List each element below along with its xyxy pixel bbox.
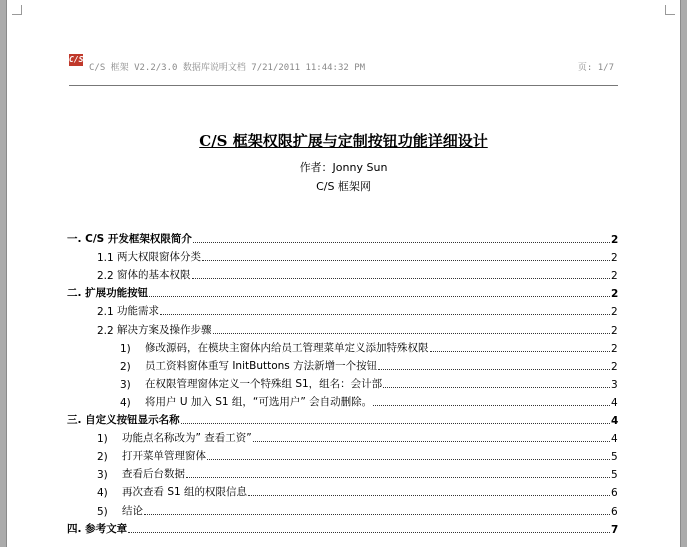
document-title: C/S 框架权限扩展与定制按钮功能详细设计 [199,132,488,150]
toc-dot-leader [213,333,611,334]
toc-entry-page: 2 [611,288,619,301]
toc-entry-page: 4 [611,433,618,446]
toc-entry[interactable] [67,463,617,481]
toc-entry-text: 结论 [122,504,143,517]
toc-dot-leader [373,405,610,406]
header-page-number: 页: 1/7 [577,63,614,73]
toc-entry-page: 2 [611,270,618,283]
toc-dot-leader [383,387,610,388]
toc-entry[interactable] [67,373,617,391]
toc-dot-leader [181,423,610,424]
toc-entry-text: 两大权限窗体分类 [117,251,201,264]
toc-entry-page: 6 [611,487,618,500]
toc-entry-number: 2) [120,360,131,373]
toc-entry-number: 1) [97,433,108,446]
toc-dot-leader [248,495,610,496]
page-corner-mark [665,5,675,15]
toc-entry-page: 2 [611,324,618,337]
toc-entry-text: 打开菜单管理窗体 [122,450,206,463]
toc-entry-number: 2.2 [97,270,114,283]
toc-entry-number: 4) [120,396,131,409]
toc-entry-text: 窗体的基本权限 [117,269,191,282]
toc-entry[interactable] [67,445,617,463]
toc-entry[interactable] [67,481,617,499]
toc-entry[interactable] [67,391,617,409]
toc-entry-text: 修改源码，在模块主窗体内给员工管理菜单定义添加特殊权限 [145,341,429,354]
toc-entry-page: 2 [611,252,618,265]
toc-entry-number: 5) [97,505,108,518]
toc-entry-number: 2.1 [97,306,114,319]
page-corner-mark [12,5,22,15]
toc-entry[interactable] [67,499,617,517]
toc-entry-text: 二. 扩展功能按钮 [67,287,149,300]
toc-dot-leader [186,477,610,478]
toc-entry-text: 功能需求 [117,305,159,318]
toc-entry-number: 3) [97,469,108,482]
toc-entry-number: 2) [97,451,108,464]
cs-logo-icon: C/S [69,55,84,64]
toc-entry-number: 1) [120,342,131,355]
toc-entry-number: 2.2 [97,324,114,337]
toc-entry[interactable] [67,337,617,355]
toc-entry-page: 2 [611,306,618,319]
table-of-contents [67,228,617,536]
toc-entry-text: 解决方案及操作步骤 [117,323,212,336]
header-divider [69,85,618,86]
toc-entry[interactable] [67,409,617,427]
toc-entry-text: 功能点名称改为” 查看工资” [122,432,252,445]
toc-dot-leader [202,260,610,261]
toc-entry[interactable] [67,282,617,300]
toc-entry-page: 7 [611,523,619,536]
toc-dot-leader [430,351,611,352]
toc-entry[interactable] [67,264,617,282]
toc-dot-leader [149,296,610,297]
toc-entry-page: 5 [611,451,618,464]
toc-entry-page: 6 [611,505,618,518]
toc-entry-page: 5 [611,469,618,482]
toc-entry-page: 2 [611,360,618,373]
toc-entry-page: 4 [611,396,618,409]
toc-entry-text: 查看后台数据 [122,468,185,481]
toc-dot-leader [193,242,610,243]
toc-entry-number: 4) [97,487,108,500]
toc-entry-text: 员工资料窗体重写 InitButtons 方法新增一个按钮 [145,359,378,372]
header-doc-info: C/S 框架 V2.2/3.0 数据库说明文档 7/21/2011 11:44:32 PM [89,63,366,73]
toc-dot-leader [160,314,610,315]
toc-dot-leader [144,514,610,515]
document-site: C/S 框架网 [316,180,371,193]
toc-dot-leader [378,369,610,370]
toc-dot-leader [192,278,611,279]
toc-entry[interactable] [67,355,617,373]
toc-entry[interactable] [67,300,617,318]
toc-entry-text: 将用户 U 加入 S1 组，“可选用户” 会自动删除。 [145,395,373,408]
toc-entry-text: 四. 参考文章 [67,522,128,535]
toc-entry-page: 3 [611,378,618,391]
toc-entry-number: 1.1 [97,252,114,265]
toc-entry[interactable] [67,228,617,246]
toc-entry[interactable] [67,246,617,264]
toc-entry-text: 三. 自定义按钮显示名称 [67,414,180,427]
toc-dot-leader [128,532,610,533]
toc-entry[interactable] [67,518,617,536]
toc-dot-leader [207,459,610,460]
document-author: 作者：Jonny Sun [299,161,388,174]
toc-entry-text: 一. C/S 开发框架权限简介 [67,233,192,246]
document-page [6,0,681,547]
toc-entry-page: 2 [611,342,618,355]
toc-entry[interactable] [67,318,617,336]
toc-entry[interactable] [67,427,617,445]
toc-entry-number: 3) [120,378,131,391]
toc-entry-page: 4 [611,415,619,428]
toc-entry-text: 再次查看 S1 组的权限信息 [122,486,248,499]
toc-entry-page: 2 [611,234,619,247]
toc-entry-text: 在权限管理窗体定义一个特殊组 S1，组名：会计部 [145,377,383,390]
toc-dot-leader [253,441,610,442]
